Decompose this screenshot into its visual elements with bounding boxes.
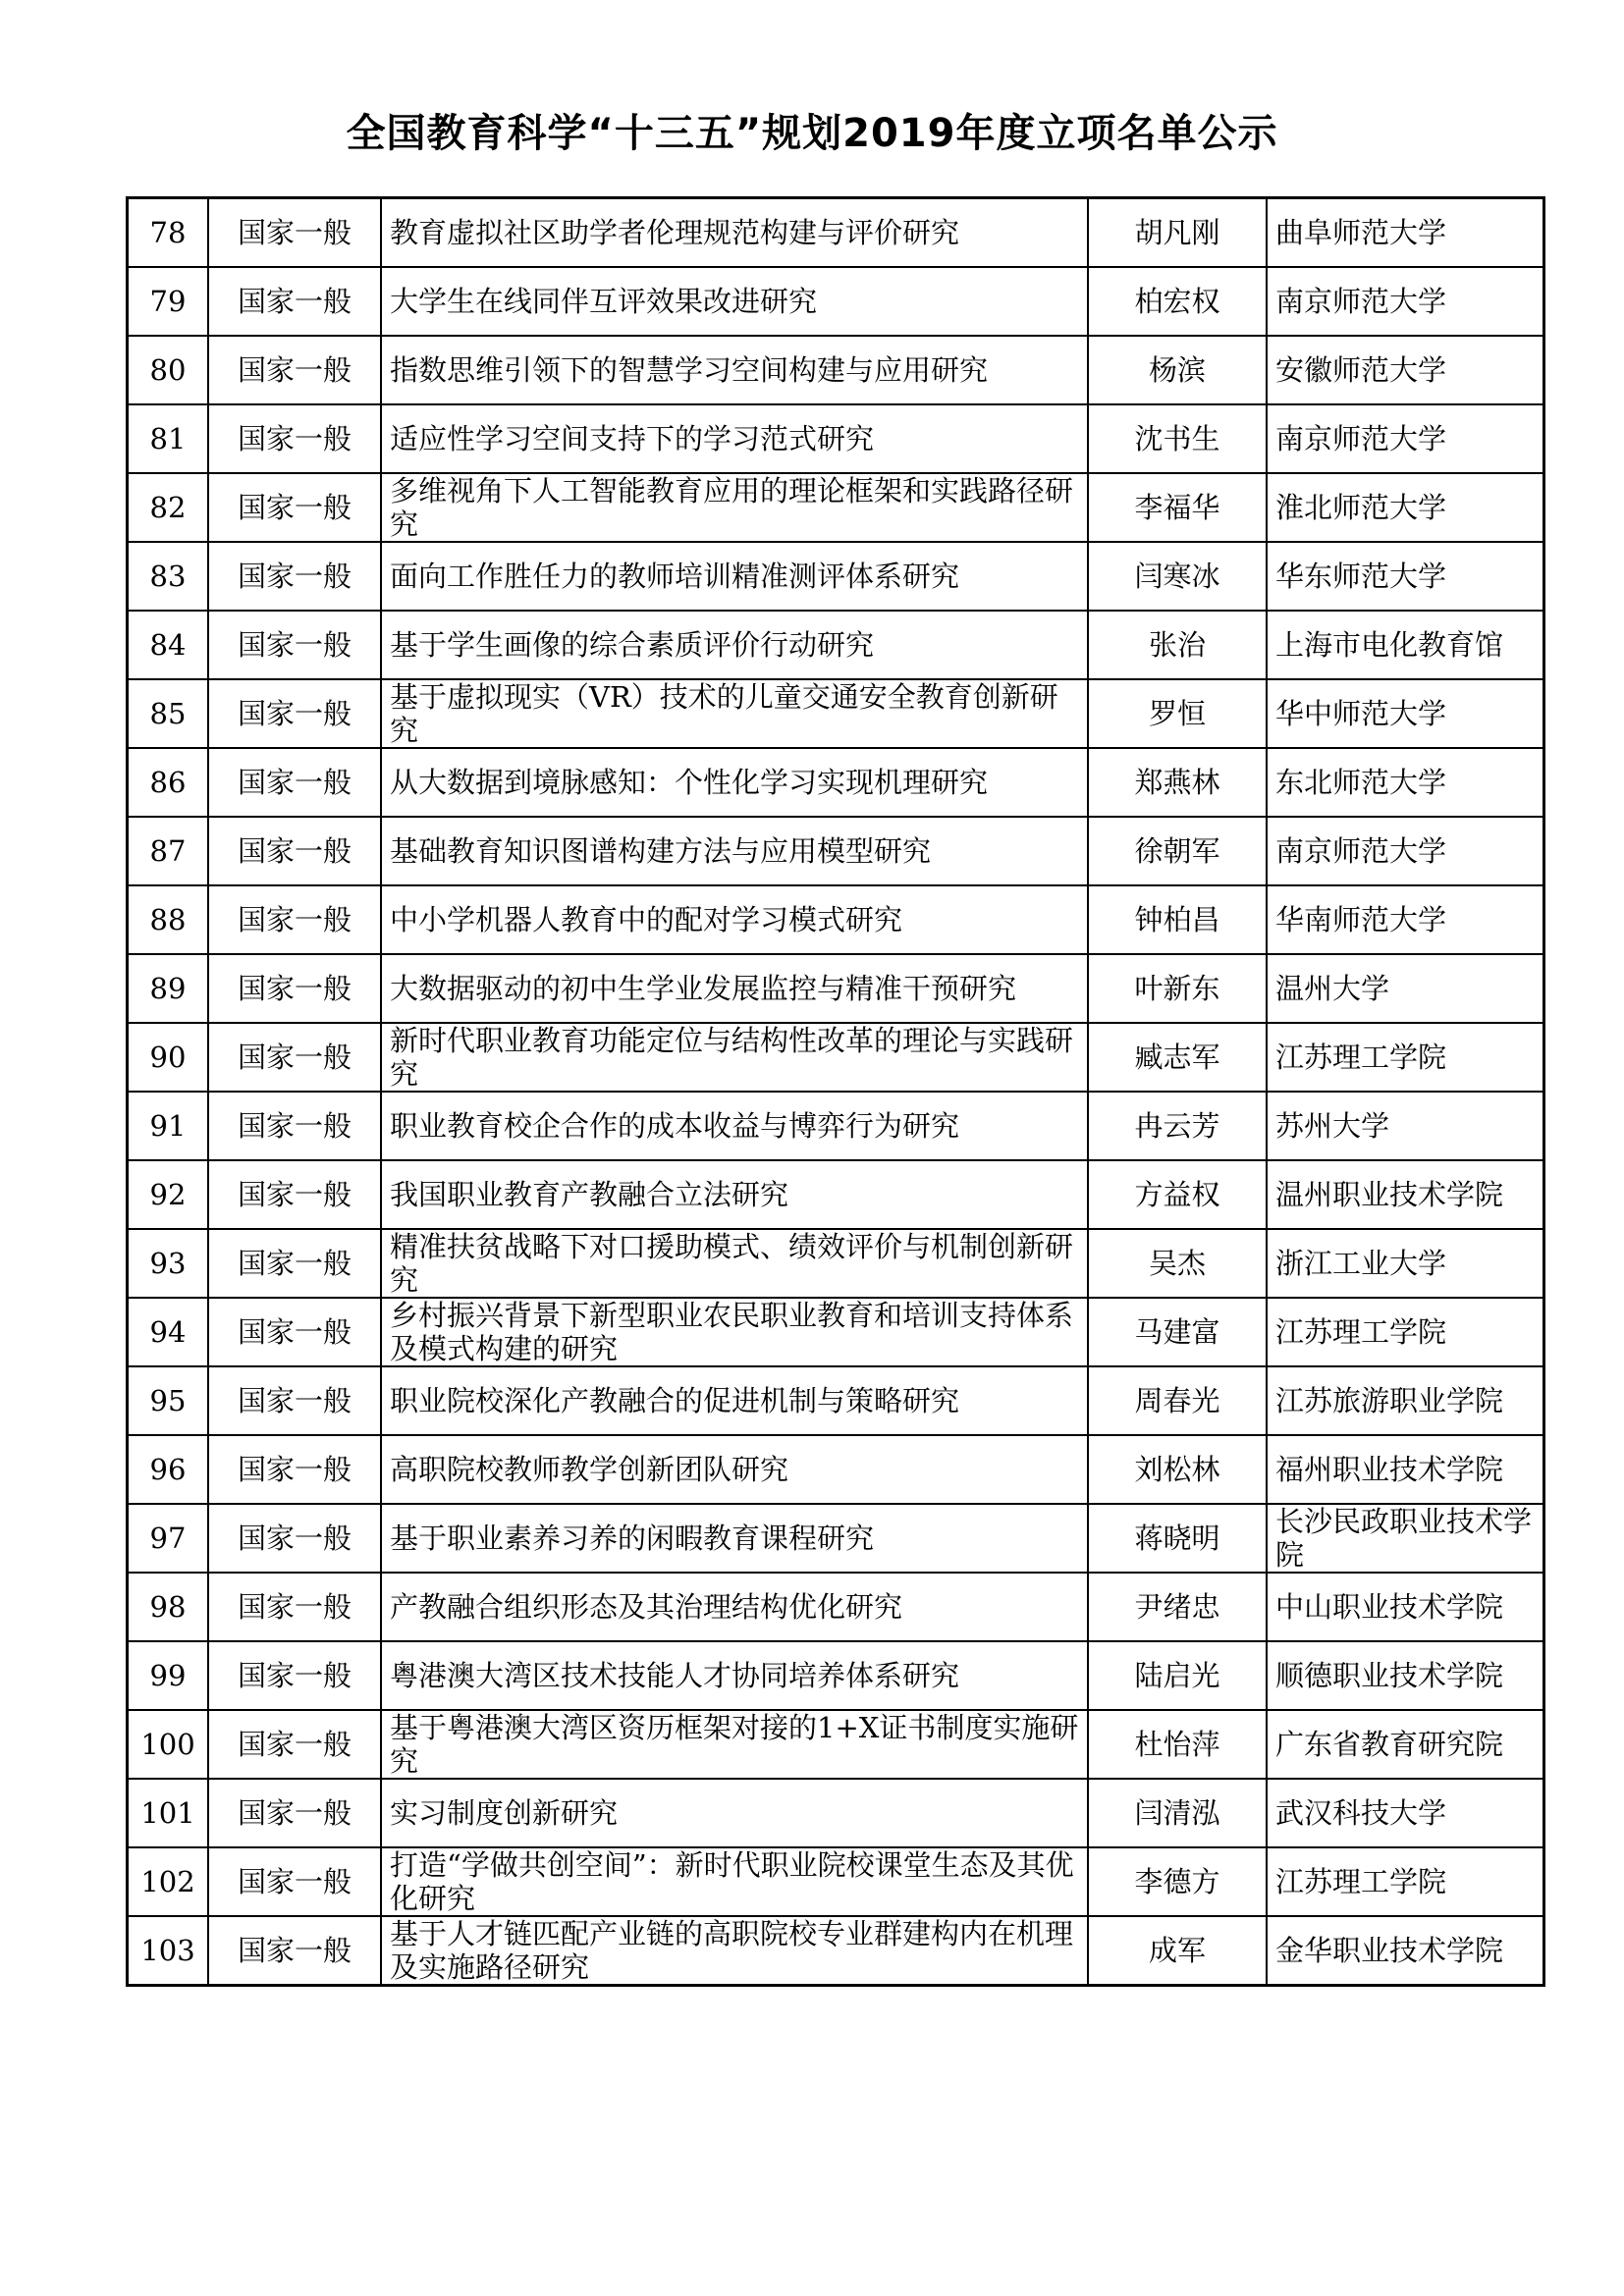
project-leader: 郑燕林 <box>1088 748 1267 817</box>
project-category: 国家一般 <box>208 748 381 817</box>
project-organization: 苏州大学 <box>1267 1092 1544 1160</box>
project-organization: 南京师范大学 <box>1267 817 1544 885</box>
project-organization: 上海市电化教育馆 <box>1267 611 1544 679</box>
row-number: 86 <box>128 748 209 817</box>
row-number: 79 <box>128 267 209 336</box>
project-leader: 吴杰 <box>1088 1229 1267 1298</box>
row-number: 100 <box>128 1710 209 1779</box>
project-organization: 江苏旅游职业学院 <box>1267 1366 1544 1435</box>
project-organization: 江苏理工学院 <box>1267 1298 1544 1366</box>
table-row <box>128 679 1544 748</box>
table-row <box>128 1641 1544 1710</box>
project-leader: 马建富 <box>1088 1298 1267 1366</box>
project-organization: 东北师范大学 <box>1267 748 1544 817</box>
project-title: 打造“学做共创空间”：新时代职业院校课堂生态及其优化研究 <box>381 1847 1088 1916</box>
project-leader: 徐朝军 <box>1088 817 1267 885</box>
table-row <box>128 1710 1544 1779</box>
project-leader: 钟柏昌 <box>1088 885 1267 954</box>
project-leader: 尹绪忠 <box>1088 1573 1267 1641</box>
project-organization: 安徽师范大学 <box>1267 336 1544 404</box>
row-number: 90 <box>128 1023 209 1092</box>
row-number: 97 <box>128 1504 209 1573</box>
table-row <box>128 748 1544 817</box>
row-number: 80 <box>128 336 209 404</box>
table-row <box>128 885 1544 954</box>
row-number: 88 <box>128 885 209 954</box>
project-organization: 江苏理工学院 <box>1267 1847 1544 1916</box>
table-row <box>128 336 1544 404</box>
project-organization: 浙江工业大学 <box>1267 1229 1544 1298</box>
project-category: 国家一般 <box>208 1504 381 1573</box>
table-row <box>128 404 1544 473</box>
page-title: 全国教育科学“十三五”规划2019年度立项名单公示 <box>346 111 1278 156</box>
row-number: 87 <box>128 817 209 885</box>
project-leader: 臧志军 <box>1088 1023 1267 1092</box>
project-title: 乡村振兴背景下新型职业农民职业教育和培训支持体系及模式构建的研究 <box>381 1298 1088 1366</box>
project-leader: 周春光 <box>1088 1366 1267 1435</box>
project-category: 国家一般 <box>208 198 381 268</box>
project-category: 国家一般 <box>208 1710 381 1779</box>
table-row <box>128 1779 1544 1847</box>
row-number: 103 <box>128 1916 209 1986</box>
project-organization: 温州职业技术学院 <box>1267 1160 1544 1229</box>
project-organization: 金华职业技术学院 <box>1267 1916 1544 1986</box>
project-list-body <box>128 198 1544 1986</box>
project-title: 基于虚拟现实（VR）技术的儿童交通安全教育创新研究 <box>381 679 1088 748</box>
table-row <box>128 817 1544 885</box>
project-category: 国家一般 <box>208 404 381 473</box>
table-row <box>128 954 1544 1023</box>
table-row <box>128 1229 1544 1298</box>
project-category: 国家一般 <box>208 1092 381 1160</box>
project-title: 职业院校深化产教融合的促进机制与策略研究 <box>381 1366 1088 1435</box>
project-organization: 淮北师范大学 <box>1267 473 1544 542</box>
table-row <box>128 1092 1544 1160</box>
project-category: 国家一般 <box>208 542 381 611</box>
project-leader: 闫寒冰 <box>1088 542 1267 611</box>
project-organization: 福州职业技术学院 <box>1267 1435 1544 1504</box>
project-organization: 广东省教育研究院 <box>1267 1710 1544 1779</box>
project-leader: 杨滨 <box>1088 336 1267 404</box>
project-category: 国家一般 <box>208 473 381 542</box>
project-category: 国家一般 <box>208 1916 381 1986</box>
project-leader: 罗恒 <box>1088 679 1267 748</box>
table-row <box>128 1298 1544 1366</box>
project-title: 指数思维引领下的智慧学习空间构建与应用研究 <box>381 336 1088 404</box>
project-title: 实习制度创新研究 <box>381 1779 1088 1847</box>
project-leader: 张治 <box>1088 611 1267 679</box>
project-leader: 冉云芳 <box>1088 1092 1267 1160</box>
project-title: 教育虚拟社区助学者伦理规范构建与评价研究 <box>381 198 1088 268</box>
row-number: 81 <box>128 404 209 473</box>
project-title: 大学生在线同伴互评效果改进研究 <box>381 267 1088 336</box>
row-number: 93 <box>128 1229 209 1298</box>
table-row <box>128 542 1544 611</box>
table-row <box>128 267 1544 336</box>
project-leader: 蒋晓明 <box>1088 1504 1267 1573</box>
project-category: 国家一般 <box>208 1366 381 1435</box>
project-category: 国家一般 <box>208 611 381 679</box>
project-organization: 华中师范大学 <box>1267 679 1544 748</box>
project-leader: 方益权 <box>1088 1160 1267 1229</box>
row-number: 89 <box>128 954 209 1023</box>
table-row <box>128 198 1544 268</box>
project-category: 国家一般 <box>208 1229 381 1298</box>
project-category: 国家一般 <box>208 954 381 1023</box>
project-leader: 刘松林 <box>1088 1435 1267 1504</box>
project-organization: 江苏理工学院 <box>1267 1023 1544 1092</box>
project-title: 粤港澳大湾区技术技能人才协同培养体系研究 <box>381 1641 1088 1710</box>
project-category: 国家一般 <box>208 1160 381 1229</box>
row-number: 101 <box>128 1779 209 1847</box>
table-row <box>128 1847 1544 1916</box>
project-category: 国家一般 <box>208 1573 381 1641</box>
row-number: 96 <box>128 1435 209 1504</box>
project-category: 国家一般 <box>208 267 381 336</box>
project-leader: 李德方 <box>1088 1847 1267 1916</box>
table-row <box>128 1023 1544 1092</box>
project-category: 国家一般 <box>208 1298 381 1366</box>
project-category: 国家一般 <box>208 1847 381 1916</box>
project-leader: 叶新东 <box>1088 954 1267 1023</box>
row-number: 91 <box>128 1092 209 1160</box>
row-number: 78 <box>128 198 209 268</box>
row-number: 98 <box>128 1573 209 1641</box>
project-leader: 成军 <box>1088 1916 1267 1986</box>
row-number: 84 <box>128 611 209 679</box>
project-organization: 顺德职业技术学院 <box>1267 1641 1544 1710</box>
project-title: 基于学生画像的综合素质评价行动研究 <box>381 611 1088 679</box>
row-number: 102 <box>128 1847 209 1916</box>
row-number: 83 <box>128 542 209 611</box>
project-organization: 长沙民政职业技术学院 <box>1267 1504 1544 1573</box>
table-row <box>128 1916 1544 1986</box>
project-category: 国家一般 <box>208 817 381 885</box>
project-category: 国家一般 <box>208 1023 381 1092</box>
row-number: 99 <box>128 1641 209 1710</box>
project-title: 基于粤港澳大湾区资历框架对接的1+X证书制度实施研究 <box>381 1710 1088 1779</box>
project-title: 产教融合组织形态及其治理结构优化研究 <box>381 1573 1088 1641</box>
project-leader: 李福华 <box>1088 473 1267 542</box>
row-number: 95 <box>128 1366 209 1435</box>
project-category: 国家一般 <box>208 1435 381 1504</box>
table-row <box>128 1435 1544 1504</box>
project-title: 职业教育校企合作的成本收益与博弈行为研究 <box>381 1092 1088 1160</box>
project-leader: 柏宏权 <box>1088 267 1267 336</box>
project-organization: 曲阜师范大学 <box>1267 198 1544 268</box>
project-title: 从大数据到境脉感知：个性化学习实现机理研究 <box>381 748 1088 817</box>
project-leader: 沈书生 <box>1088 404 1267 473</box>
project-title: 基础教育知识图谱构建方法与应用模型研究 <box>381 817 1088 885</box>
project-title: 多维视角下人工智能教育应用的理论框架和实践路径研究 <box>381 473 1088 542</box>
row-number: 94 <box>128 1298 209 1366</box>
table-row <box>128 1573 1544 1641</box>
project-category: 国家一般 <box>208 1641 381 1710</box>
project-list-table <box>126 196 1545 1987</box>
project-organization: 南京师范大学 <box>1267 267 1544 336</box>
project-category: 国家一般 <box>208 885 381 954</box>
table-row <box>128 1366 1544 1435</box>
row-number: 92 <box>128 1160 209 1229</box>
project-leader: 杜怡萍 <box>1088 1710 1267 1779</box>
table-row <box>128 1504 1544 1573</box>
project-title: 大数据驱动的初中生学业发展监控与精准干预研究 <box>381 954 1088 1023</box>
project-title: 基于职业素养习养的闲暇教育课程研究 <box>381 1504 1088 1573</box>
project-organization: 华南师范大学 <box>1267 885 1544 954</box>
project-title: 高职院校教师教学创新团队研究 <box>381 1435 1088 1504</box>
row-number: 85 <box>128 679 209 748</box>
table-row <box>128 611 1544 679</box>
project-category: 国家一般 <box>208 336 381 404</box>
project-title: 新时代职业教育功能定位与结构性改革的理论与实践研究 <box>381 1023 1088 1092</box>
project-organization: 华东师范大学 <box>1267 542 1544 611</box>
project-category: 国家一般 <box>208 679 381 748</box>
project-title: 中小学机器人教育中的配对学习模式研究 <box>381 885 1088 954</box>
project-leader: 陆启光 <box>1088 1641 1267 1710</box>
table-row <box>128 1160 1544 1229</box>
project-title: 面向工作胜任力的教师培训精准测评体系研究 <box>381 542 1088 611</box>
project-title: 精准扶贫战略下对口援助模式、绩效评价与机制创新研究 <box>381 1229 1088 1298</box>
project-organization: 南京师范大学 <box>1267 404 1544 473</box>
project-organization: 中山职业技术学院 <box>1267 1573 1544 1641</box>
table-row <box>128 473 1544 542</box>
project-organization: 武汉科技大学 <box>1267 1779 1544 1847</box>
project-category: 国家一般 <box>208 1779 381 1847</box>
project-title: 适应性学习空间支持下的学习范式研究 <box>381 404 1088 473</box>
project-leader: 闫清泓 <box>1088 1779 1267 1847</box>
project-leader: 胡凡刚 <box>1088 198 1267 268</box>
project-title: 我国职业教育产教融合立法研究 <box>381 1160 1088 1229</box>
row-number: 82 <box>128 473 209 542</box>
project-organization: 温州大学 <box>1267 954 1544 1023</box>
project-title: 基于人才链匹配产业链的高职院校专业群建构内在机理及实施路径研究 <box>381 1916 1088 1986</box>
